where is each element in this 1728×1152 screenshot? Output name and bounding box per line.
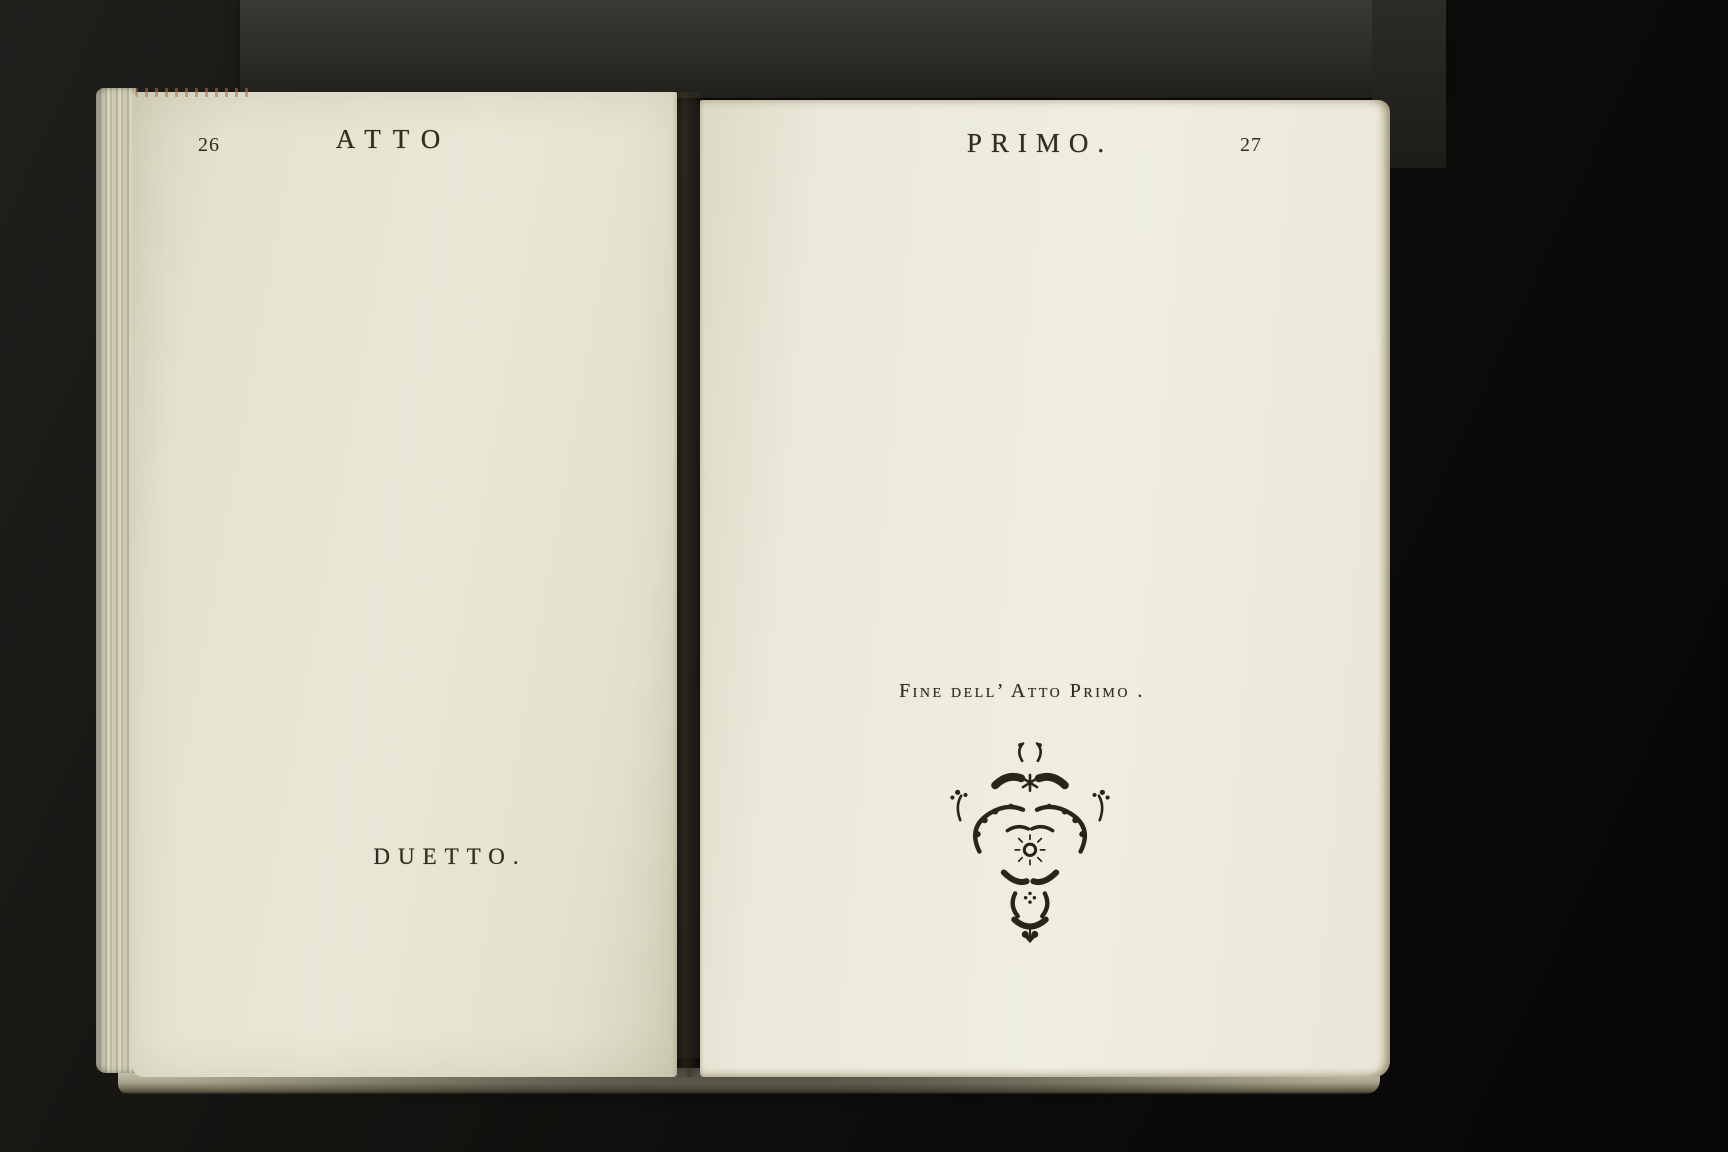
left-page xyxy=(132,92,677,1077)
background-shelf-bar xyxy=(240,0,1445,98)
page-number-left: 26 xyxy=(198,134,220,156)
act-end-line: Fine dell’ Atto Primo . xyxy=(899,680,1145,702)
page-number-right: 27 xyxy=(1240,134,1262,156)
deckled-top-edge xyxy=(135,88,250,97)
right-page xyxy=(700,100,1390,1077)
floral-tailpiece-ornament xyxy=(934,740,1126,944)
running-header-right: PRIMO. xyxy=(966,128,1114,158)
left-page-edge-stack xyxy=(96,88,136,1073)
running-header-left: ATTO xyxy=(335,124,453,154)
duetto-heading: DUETTO. xyxy=(373,844,527,869)
